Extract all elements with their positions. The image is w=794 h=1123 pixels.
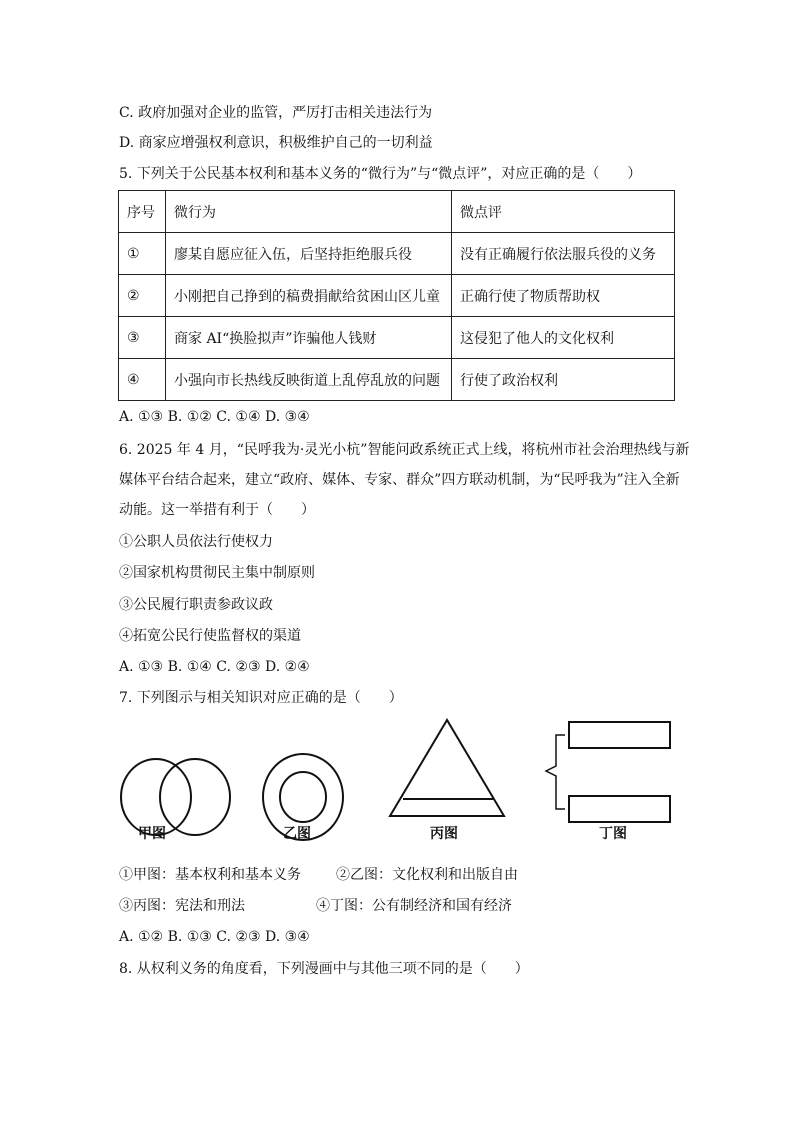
ding-bottom-box [569, 796, 670, 822]
question-6-line-1: 6. 2025 年 4 月，“民呼我为·灵光小杭”智能问政系统正式上线，将杭州市社会治理热线与新 [119, 442, 690, 458]
figures-drawing [118, 718, 678, 846]
question-6-line-3: 动能。这一举措有利于（ ） [119, 502, 315, 518]
yi-inner-circle [280, 772, 326, 822]
question-7-option-1: ①甲图：基本权利和基本义务 [119, 867, 301, 883]
table-cell: ② [119, 275, 166, 317]
question-6-option-4: ④拓宽公民行使监督权的渠道 [119, 628, 301, 644]
question-7-option-2: ②乙图：文化权利和出版自由 [336, 867, 518, 883]
table-row [119, 359, 675, 401]
table-row [119, 317, 675, 359]
table-cell: 正确行使了物质帮助权 [452, 275, 675, 317]
table-cell: ④ [119, 359, 166, 401]
table-cell: 小刚把自己挣到的稿费捐献给贫困山区儿童 [166, 275, 452, 317]
caption-yi: 乙图 [283, 826, 311, 842]
question-6-option-3: ③公民履行职责参政议政 [119, 597, 273, 613]
table-row [119, 275, 675, 317]
question-7-figures [118, 718, 678, 846]
table-cell: ③ [119, 317, 166, 359]
option-c: C. 政府加强对企业的监管，严厉打击相关违法行为 [119, 105, 433, 121]
question-5-table [118, 190, 675, 401]
table-cell: 行使了政治权利 [452, 359, 675, 401]
question-7: 7. 下列图示与相关知识对应正确的是（ ） [119, 690, 403, 706]
question-7-options-row-1 [119, 865, 679, 885]
caption-jia: 甲图 [138, 826, 166, 842]
question-5: 5. 下列关于公民基本权利和基本义务的“微行为”与“微点评”，对应正确的是（ ） [119, 166, 642, 182]
table-cell: 小强向市长热线反映街道上乱停乱放的问题 [166, 359, 452, 401]
header-comment: 微点评 [452, 191, 675, 233]
table-cell: 商家 AI“换脸拟声”诈骗他人钱财 [166, 317, 452, 359]
question-5-answers: A. ①③ B. ①② C. ①④ D. ③④ [119, 409, 310, 425]
caption-bing: 丙图 [430, 826, 458, 842]
table-cell: ① [119, 233, 166, 275]
ding-top-box [569, 722, 670, 748]
caption-ding: 丁图 [599, 826, 627, 842]
header-number: 序号 [119, 191, 166, 233]
table-cell: 这侵犯了他人的文化权利 [452, 317, 675, 359]
question-6-option-2: ②国家机构贯彻民主集中制原则 [119, 565, 315, 581]
table-cell: 没有正确履行依法服兵役的义务 [452, 233, 675, 275]
bing-triangle [390, 720, 504, 816]
question-7-option-3: ③丙图：宪法和刑法 [119, 898, 245, 914]
table-row [119, 233, 675, 275]
table-cell: 廖某自愿应征入伍，后坚持拒绝服兵役 [166, 233, 452, 275]
question-6-line-2: 媒体平台结合起来，建立“政府、媒体、专家、群众”四方联动机制，为“民呼我为”注入全新 [119, 472, 680, 488]
table-header-row [119, 191, 675, 233]
question-7-answers: A. ①② B. ①③ C. ②③ D. ③④ [119, 929, 310, 945]
question-8: 8. 从权利义务的角度看，下列漫画中与其他三项不同的是（ ） [119, 961, 529, 977]
header-behavior: 微行为 [166, 191, 452, 233]
ding-brace [546, 735, 565, 809]
option-d: D. 商家应增强权利意识，积极维护自己的一切利益 [119, 135, 433, 151]
question-6-answers: A. ①③ B. ①④ C. ②③ D. ②④ [119, 659, 310, 675]
jia-right-circle [160, 759, 230, 835]
question-7-options-row-2 [119, 896, 679, 916]
question-7-option-4: ④丁图：公有制经济和国有经济 [316, 898, 512, 914]
question-6-option-1: ①公职人员依法行使权力 [119, 534, 273, 550]
